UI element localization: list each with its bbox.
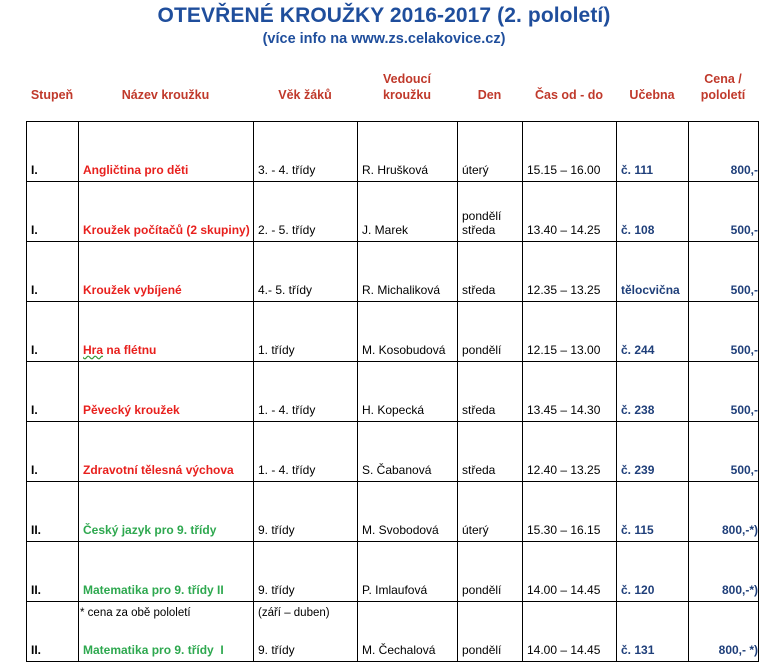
cell-ucebna: č. 244 bbox=[617, 302, 689, 362]
table-row bbox=[27, 122, 759, 182]
cell-vek: 1. - 4. třídy bbox=[254, 422, 358, 482]
cell-cena: 500,- bbox=[689, 182, 759, 242]
cell-cas: 13.40 – 14.25 bbox=[523, 182, 617, 242]
cell-ucebna: č. 115 bbox=[617, 482, 689, 542]
table-row bbox=[27, 182, 759, 242]
cell-stupen: I. bbox=[27, 242, 79, 302]
header-vedouci-1: Vedoucí bbox=[383, 72, 431, 86]
cell-den: středa bbox=[458, 242, 523, 302]
cell-den: pondělí bbox=[458, 602, 523, 662]
cell-nazev bbox=[79, 302, 254, 362]
cell-cena: 800,-*) bbox=[689, 542, 759, 602]
cell-vedouci: M. Čechalová bbox=[358, 602, 458, 662]
cell-nazev: Český jazyk pro 9. třídy bbox=[79, 482, 254, 542]
cell-cas: 14.00 – 14.45 bbox=[523, 542, 617, 602]
page-subtitle: (více info na www.zs.celakovice.cz) bbox=[262, 31, 506, 47]
cell-nazev: Zdravotní tělesná výchova bbox=[79, 422, 254, 482]
cell-ucebna: tělocvična bbox=[617, 242, 689, 302]
table-header bbox=[0, 66, 768, 106]
cell-ucebna: č. 120 bbox=[617, 542, 689, 602]
cell-ucebna: č. 108 bbox=[617, 182, 689, 242]
cell-cena: 500,- bbox=[689, 362, 759, 422]
cell-cas: 12.40 – 13.25 bbox=[523, 422, 617, 482]
cell-cena: 500,- bbox=[689, 422, 759, 482]
cell-cena: 800,- *) bbox=[689, 602, 759, 662]
courses-table bbox=[26, 121, 759, 662]
header-den: Den bbox=[477, 88, 502, 102]
cell-nazev: Kroužek vybíjené bbox=[79, 242, 254, 302]
cell-vek: 1. - 4. třídy bbox=[254, 362, 358, 422]
cell-cena: 800,- bbox=[689, 122, 759, 182]
cell-vek: 9. třídy bbox=[254, 542, 358, 602]
table-row bbox=[27, 242, 759, 302]
cell-vek: 3. - 4. třídy bbox=[254, 122, 358, 182]
header-nazev: Název kroužku bbox=[121, 88, 210, 102]
cell-cas: 12.15 – 13.00 bbox=[523, 302, 617, 362]
cell-den: středa bbox=[458, 362, 523, 422]
cell-nazev: Matematika pro 9. třídy II bbox=[79, 542, 254, 602]
cell-vek: 1. třídy bbox=[254, 302, 358, 362]
cell-vek: 2. - 5. třídy bbox=[254, 182, 358, 242]
header-cena-1: Cena / bbox=[704, 72, 742, 86]
cell-stupen: I. bbox=[27, 422, 79, 482]
cell-ucebna: č. 239 bbox=[617, 422, 689, 482]
cell-vedouci: J. Marek bbox=[358, 182, 458, 242]
header-stupen: Stupeň bbox=[30, 88, 74, 102]
cell-cas: 12.35 – 13.25 bbox=[523, 242, 617, 302]
cell-den-line-1: pondělí bbox=[462, 209, 502, 223]
cell-den: úterý bbox=[458, 482, 523, 542]
cell-cena: 500,- bbox=[689, 302, 759, 362]
cell-den: středa bbox=[458, 422, 523, 482]
cell-cas: 15.15 – 16.00 bbox=[523, 122, 617, 182]
cell-nazev: Pěvecký kroužek bbox=[79, 362, 254, 422]
cell-vedouci: H. Kopecká bbox=[358, 362, 458, 422]
cell-cena: 800,-*) bbox=[689, 482, 759, 542]
table-row bbox=[27, 302, 759, 362]
cell-vek: 9. třídy bbox=[254, 602, 358, 662]
cell-stupen: II. bbox=[27, 602, 79, 662]
footnote: * cena za obě pololetí bbox=[80, 607, 191, 619]
cell-den-line-2: středa bbox=[462, 223, 496, 237]
cell-vedouci: M. Kosobudová bbox=[358, 302, 458, 362]
cell-ucebna: č. 111 bbox=[617, 122, 689, 182]
table-row bbox=[27, 482, 759, 542]
cell-stupen: I. bbox=[27, 122, 79, 182]
cell-ucebna: č. 238 bbox=[617, 362, 689, 422]
cell-stupen: II. bbox=[27, 542, 79, 602]
cell-cas: 13.45 – 14.30 bbox=[523, 362, 617, 422]
footnote-period: (září – duben) bbox=[258, 607, 330, 619]
cell-cena: 500,- bbox=[689, 242, 759, 302]
cell-vedouci: R. Michaliková bbox=[358, 242, 458, 302]
cell-stupen: I. bbox=[27, 302, 79, 362]
cell-den: úterý bbox=[458, 122, 523, 182]
cell-nazev-part-1: Hra bbox=[83, 343, 104, 357]
table-row bbox=[27, 422, 759, 482]
cell-stupen: II. bbox=[27, 482, 79, 542]
cell-stupen: I. bbox=[27, 182, 79, 242]
cell-vedouci: P. Imlaufová bbox=[358, 542, 458, 602]
cell-den: pondělí bbox=[458, 542, 523, 602]
cell-vek: 4.- 5. třídy bbox=[254, 242, 358, 302]
header-ucebna: Učebna bbox=[629, 88, 675, 102]
cell-cas: 14.00 – 14.45 bbox=[523, 602, 617, 662]
cell-cas: 15.30 – 16.15 bbox=[523, 482, 617, 542]
page-title: OTEVŘENÉ KROUŽKY 2016-2017 (2. pololetí) bbox=[157, 4, 611, 27]
header-cena-2: pololetí bbox=[700, 88, 746, 102]
cell-ucebna: č. 131 bbox=[617, 602, 689, 662]
cell-den bbox=[458, 182, 523, 242]
header-vedouci-2: kroužku bbox=[383, 88, 431, 102]
cell-nazev: Kroužek počítačů (2 skupiny) bbox=[79, 182, 254, 242]
cell-nazev: Matematika pro 9. třídy I bbox=[79, 602, 254, 662]
cell-vedouci: S. Čabanová bbox=[358, 422, 458, 482]
cell-stupen: I. bbox=[27, 362, 79, 422]
cell-vedouci: M. Svobodová bbox=[358, 482, 458, 542]
cell-den: pondělí bbox=[458, 302, 523, 362]
table-row bbox=[27, 542, 759, 602]
header-cas: Čas od - do bbox=[534, 88, 604, 102]
cell-nazev: Angličtina pro děti bbox=[79, 122, 254, 182]
cell-nazev-part-2: na flétnu bbox=[106, 343, 157, 357]
cell-vek: 9. třídy bbox=[254, 482, 358, 542]
table-row bbox=[27, 362, 759, 422]
header-vek: Věk žáků bbox=[278, 88, 332, 102]
cell-vedouci: R. Hrušková bbox=[358, 122, 458, 182]
